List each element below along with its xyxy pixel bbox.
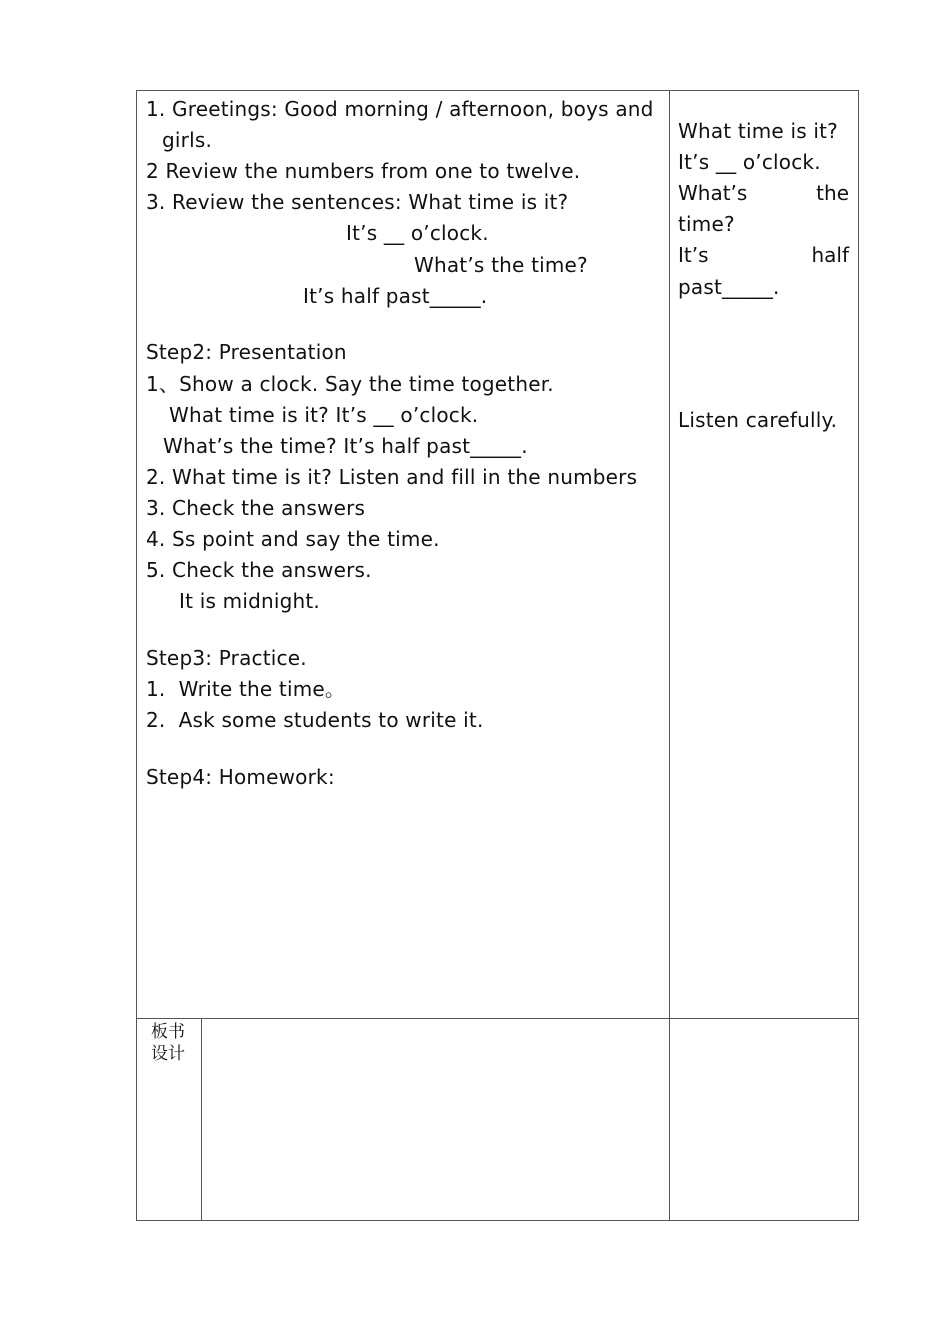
step4-heading: Step4: Homework: (146, 765, 335, 789)
step3-heading: Step3: Practice. (146, 646, 307, 670)
side-its: It’s (678, 243, 709, 267)
side-listen-carefully: Listen carefully. (678, 408, 838, 432)
write-time-line: 1. Write the time。 (146, 677, 346, 701)
review-numbers-line: 2 Review the numbers from one to twelve. (146, 159, 581, 183)
side-the: the (816, 181, 849, 205)
board-design-label-1: 板书 (151, 1022, 185, 1042)
side-what-time: What time is it? (678, 119, 838, 143)
listen-fill-line: 2. What time is it? Listen and fill in the numbers (146, 465, 638, 489)
ask-students-line: 2. Ask some students to write it. (146, 708, 484, 732)
sentence-whats-the-time: What’s the time? (414, 253, 588, 277)
sentence-oclock: It’s __ o’clock. (346, 221, 489, 245)
board-design-area (202, 1019, 669, 1220)
side-past: past_____. (678, 275, 780, 299)
side-oclock: It’s __ o’clock. (678, 150, 821, 174)
check-answers-line: 3. Check the answers (146, 496, 366, 520)
presentation-sentence-2: What’s the time? It’s half past_____. (163, 434, 528, 458)
point-say-line: 4. Ss point and say the time. (146, 527, 440, 551)
review-sentences-line: 3. Review the sentences: What time is it? (146, 190, 569, 214)
side-whats-the-row (678, 181, 849, 205)
side-its-half-row (678, 243, 849, 267)
check-answers-line-2: 5. Check the answers. (146, 558, 372, 582)
side-time: time? (678, 212, 735, 236)
board-design-label-2: 设计 (151, 1044, 185, 1064)
show-clock-line: 1、Show a clock. Say the time together. (146, 372, 554, 396)
side-whats: What’s (678, 181, 748, 205)
sentence-half-past: It’s half past_____. (303, 284, 488, 308)
midnight-line: It is midnight. (179, 589, 320, 613)
greetings-line: 1. Greetings: Good morning / afternoon, boys and (146, 97, 654, 121)
side-half: half (811, 243, 849, 267)
presentation-sentence-1: What time is it? It’s __ o’clock. (169, 403, 479, 427)
step2-heading: Step2: Presentation (146, 340, 347, 364)
board-design-side-area (670, 1019, 858, 1220)
greetings-line-cont: girls. (162, 128, 213, 152)
